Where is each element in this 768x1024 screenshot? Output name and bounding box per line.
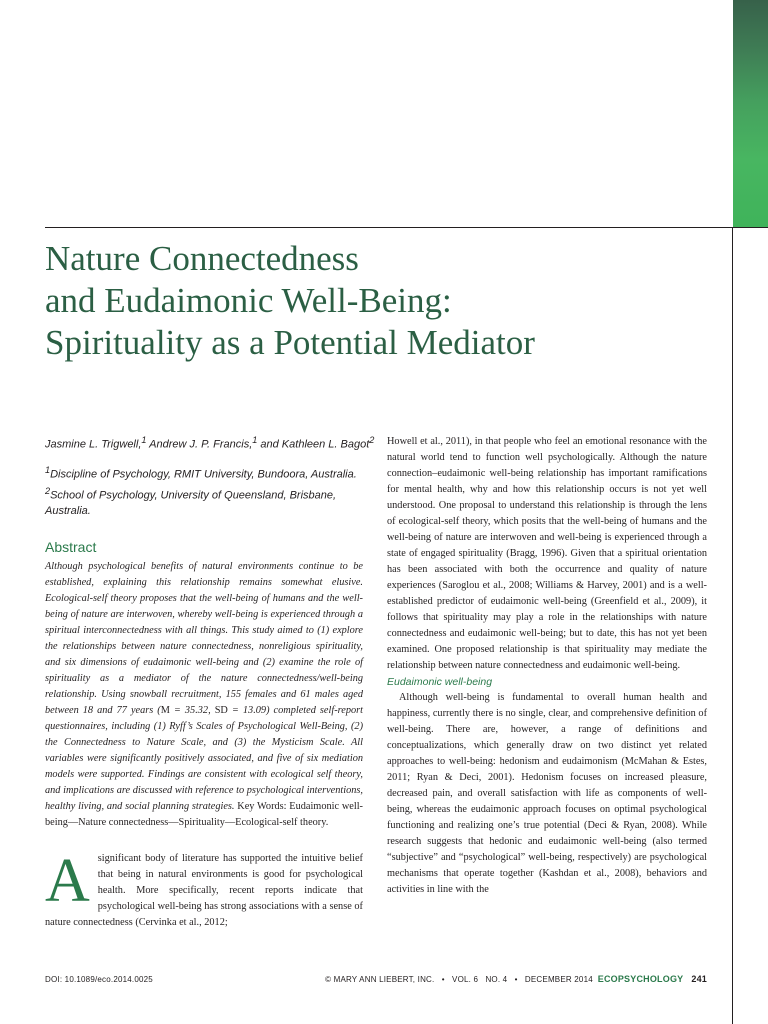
margin-rule (732, 228, 733, 1024)
intro-text: significant body of literature has supported the intuitive belief that being in natural environments is good for psychological health. More specifically, recent reports indicate that psychological well-being has strong associations with a sense of nature connectedness (Cervinka et al., 2012; (45, 853, 363, 928)
affiliation-text: School of Psychology, University of Queensland, Brisbane, Australia. (45, 489, 337, 518)
affiliations (45, 462, 365, 519)
body-paragraph: Although well-being is fundamental to overall human health and happiness, currently there is no single, clear, and comprehensive definition of well-being. There are, however, a range of definitions and conceptualizations, which generally draw on two distinct yet related approaches to well-being: hedonism and eudaimonism (McMahan & Estes, 2011; Ryan & Deci, 2001). Hedonism focuses on increased pleasure, decreased pain, and overall satisfaction with life as components of well-being, whereas the eudaimonic approach focuses on optimal psychological functioning and realizing one’s true potential (Deci & Ryan, 2008). While research suggests that hedonic and eudaimonic well-being (also termed “subjective” and “psychological” well-being, respectively) are psychological mechanisms that operate together (Kashdan et al., 2008), behaviors and activities in line with the (387, 692, 707, 895)
article-title (45, 238, 705, 364)
body-paragraph: Howell et al., 2011), in that people who feel an emotional resonance with the natural world tend to function well psychologically. Although the nature connection–eudaimonic well-being relationship has important ramifications for mental health, why and how this relationship occurs is not yet well understood. One proposal to understand this relationship is through the lens of ecological-self theory, which posits that the well-being of humans and the well-being of nature are interwoven and well-being is experienced through a state of engaged spirituality (Bragg, 1996). Given that a spiritual orientation has been associated with both the occurrence and quality of nature experiences (Saroglou et al., 2008; Williams & Harvey, 2001) and is a well-established predictor of eudaimonic well-being (Greenfield et al., 2009), it follows that spirituality may play a role in the relationships with nature connectedness and eudaimonic well-being; but to date, this has not yet been examined. One proposed relationship is that spirituality may mediate the relationship between nature connectedness and eudaimonic well-being. (387, 436, 707, 671)
section-subheading: Eudaimonic well-being (387, 676, 493, 688)
abstract-text: M (160, 705, 170, 716)
page-number: 241 (691, 974, 707, 984)
doi-text: DOI: 10.1089/eco.2014.0025 (45, 975, 153, 984)
header-rule (45, 227, 768, 228)
author-name: and Kathleen L. Bagot (257, 438, 370, 451)
drop-cap: A (45, 847, 90, 915)
footer-bullet: • (441, 975, 445, 984)
title-line: and Eudaimonic Well-Being: (45, 281, 452, 320)
date-text: DECEMBER 2014 (524, 975, 593, 984)
footer-citation (325, 974, 707, 984)
author-name: Andrew J. P. Francis, (146, 438, 253, 451)
title-line: Nature Connectedness (45, 239, 359, 278)
abstract-text: Although psychological benefits of natural environments continue to be established, explaining this relationship remains somewhat elusive. Ecological-self theory proposes that the well-being of humans and the well-being of nature are interwoven, whereby well-being is experienced through a spiritual interconnectedness with all things. This study aimed to (1) explore the relationships between nature connectedness, nonreligious spirituality, and six dimensions of eudaimonic well-being and (2) examine the role of spirituality as a mediator of the nature connectedness/well-being relationship. Using snowball recruitment, 155 females and 61 males aged between 18 and 77 years ( (45, 561, 363, 716)
abstract-heading: Abstract (45, 539, 97, 555)
author-affiliation-mark: 2 (369, 435, 375, 445)
author-affiliation-mark: 1 (141, 435, 147, 445)
author-name: Jasmine L. Trigwell, (45, 438, 142, 451)
volume-text: VOL. 6 (452, 975, 479, 984)
copyright-text: © MARY ANN LIEBERT, INC. (325, 975, 435, 984)
affiliation (45, 483, 365, 520)
intro-paragraph (45, 847, 363, 931)
footer-bullet: • (514, 975, 518, 984)
journal-color-tab (733, 0, 768, 228)
issue-text: NO. 4 (485, 975, 508, 984)
abstract-keywords: Key Words: Eudaimonic well-being—Nature connectedness—Spirituality—Ecological-self theory. (45, 801, 363, 828)
affiliation-mark: 1 (45, 465, 51, 475)
affiliation-text: Discipline of Psychology, RMIT University, Bundoora, Australia. (50, 468, 357, 481)
affiliation (45, 462, 365, 483)
body-column-right (387, 434, 707, 898)
abstract-text: SD (210, 705, 228, 716)
title-line: Spirituality as a Potential Mediator (45, 323, 535, 362)
abstract-text: = 13.09) completed self-report questionnaires, including (1) Ryff’s Scales of Psychological Well-Being, (2) the Connectedness to Nature Scale, and (3) the Mysticism Scale. All variables were significantly positively associated, and five of six mediation models were supported. Findings are consistent with ecological self theory, and implications are discussed with reference to psychological interventions, healthy living, and social planning strategies. (45, 705, 363, 812)
author-list (45, 432, 375, 453)
journal-name: ECOPSYCHOLOGY (597, 974, 684, 984)
affiliation-mark: 2 (45, 485, 51, 496)
abstract-text: = 35.32, (169, 705, 211, 716)
author-affiliation-mark: 1 (252, 435, 258, 445)
abstract-body (45, 559, 363, 831)
